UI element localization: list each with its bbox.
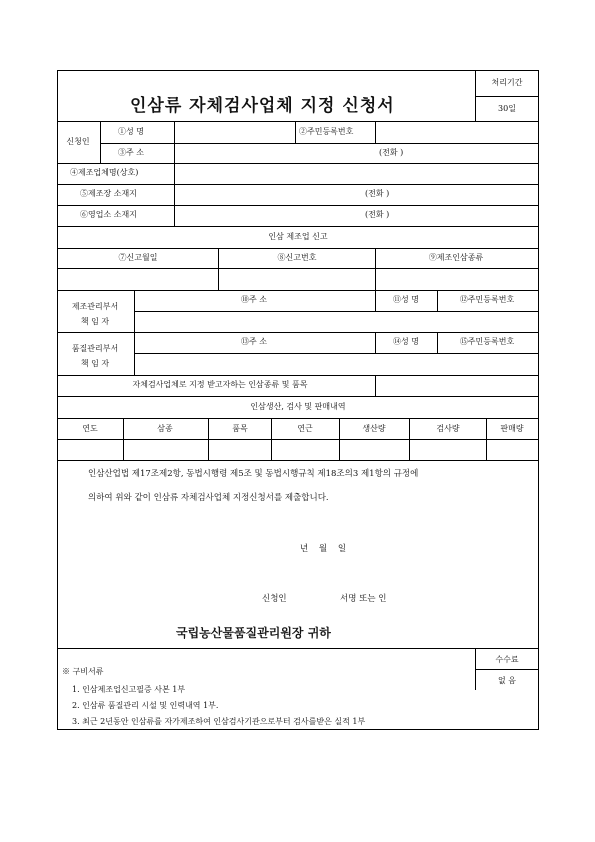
applicant-group-label: 신청인 <box>66 137 90 146</box>
mfg-manager-fields[interactable] <box>136 313 537 330</box>
self-inspection-label: 자체검사업체로 지정 받고자하는 인삼종류 및 품목 <box>132 380 308 389</box>
factory-location-label: ⑤제조장 소재지 <box>80 189 137 198</box>
report-number-label: ⑧신고번호 <box>277 253 317 262</box>
office-phone-label: (전화 ) <box>365 210 390 219</box>
report-date-label: ⑦신고월일 <box>118 253 158 262</box>
divider <box>57 332 539 333</box>
qc-address-label: ⑬주 소 <box>241 337 267 346</box>
mfg-name-label: ⑪성 명 <box>393 295 419 304</box>
recipient: 국립농산물품질관리원장 귀하 <box>176 626 331 640</box>
divider <box>57 460 539 461</box>
divider <box>134 353 539 354</box>
report-header: 인삼 제조업 신고 <box>268 232 328 241</box>
divider <box>375 375 376 396</box>
divider <box>134 311 539 312</box>
production-header: 인삼생산, 검사 및 판매내역 <box>250 402 346 411</box>
declaration-line-1: 인삼산업법 제17조제2항, 동법시행령 제5조 및 동법시행규칙 제18조의3 제1항의 규정에 <box>88 469 419 479</box>
qc-manager-label-2: 책 임 자 <box>80 359 110 368</box>
qc-manager-fields[interactable] <box>136 355 537 373</box>
applicant-address-label: ③주 소 <box>118 148 144 157</box>
divider <box>57 205 539 206</box>
company-name-label: ④제조업체명(상호) <box>70 168 139 177</box>
divider <box>134 290 135 375</box>
report-type-field[interactable] <box>377 270 537 288</box>
divider <box>57 226 539 227</box>
divider <box>375 332 376 353</box>
document-item: 1. 인삼제조업신고필증 사본 1부 <box>72 685 186 694</box>
applicant-address-field[interactable] <box>176 145 537 161</box>
processing-period-value: 30일 <box>498 104 516 113</box>
applicant-rrn-field[interactable] <box>377 123 537 141</box>
divider <box>57 648 539 649</box>
document-item: 3. 최근 2년동안 인삼류를 자가제조하여 인삼검사기관으로부터 검사를받은 실적 1부 <box>72 717 366 726</box>
documents-header: ※ 구비서류 <box>62 667 104 676</box>
column-item: 품목 <box>232 424 248 433</box>
qc-manager-label: 품질관리부서 <box>71 344 119 353</box>
self-inspection-field[interactable] <box>377 377 537 394</box>
divider <box>57 268 539 269</box>
divider <box>218 248 219 290</box>
processing-period-label: 처리기간 <box>491 78 523 87</box>
factory-phone-label: (전화 ) <box>365 189 390 198</box>
column-production: 생산량 <box>362 424 386 433</box>
divider <box>475 669 539 670</box>
divider <box>375 121 376 143</box>
report-date-field[interactable] <box>59 270 216 288</box>
divider <box>57 439 539 440</box>
divider <box>57 396 539 397</box>
divider <box>437 290 438 311</box>
column-year: 연도 <box>82 424 98 433</box>
fee-value: 없 음 <box>498 676 516 685</box>
divider <box>475 648 476 690</box>
divider <box>57 248 539 249</box>
divider <box>295 121 296 143</box>
divider <box>57 184 539 185</box>
factory-location-field[interactable] <box>176 186 537 203</box>
company-name-field[interactable] <box>176 165 537 182</box>
applicant-name-field[interactable] <box>176 123 293 141</box>
divider <box>100 143 539 144</box>
divider <box>57 290 539 291</box>
divider <box>475 96 539 97</box>
signature-label: 서명 또는 인 <box>340 594 387 604</box>
qc-rrn-label: ⑮주민등록번호 <box>459 337 515 346</box>
divider <box>100 121 101 163</box>
mfg-manager-label: 제조관리부서 <box>71 302 119 311</box>
divider <box>57 418 539 419</box>
fee-label: 수수료 <box>495 655 519 664</box>
report-type-label: ⑨제조인삼종류 <box>428 253 484 262</box>
office-location-field[interactable] <box>176 207 537 224</box>
form-title: 인삼류 자체검사업체 지정 신청서 <box>130 96 395 116</box>
column-ginseng-type: 삼종 <box>157 424 173 433</box>
divider <box>57 375 539 376</box>
divider <box>174 121 175 226</box>
divider <box>57 121 539 122</box>
report-number-field[interactable] <box>220 270 373 288</box>
applicant-rrn-label: ②주민등록번호 <box>299 127 354 136</box>
divider <box>57 163 539 164</box>
divider <box>375 290 376 311</box>
declaration-line-2: 의하여 위와 같이 인삼류 자체검사업체 지정신청서를 제출합니다. <box>88 493 329 503</box>
qc-name-label: ⑭성 명 <box>393 337 419 346</box>
column-root-age: 연근 <box>297 424 313 433</box>
divider <box>437 332 438 353</box>
applicant-phone-label: (전화 ) <box>379 148 404 157</box>
office-location-label: ⑥영업소 소재지 <box>80 210 137 219</box>
mfg-manager-label-2: 책 임 자 <box>80 317 110 326</box>
column-sold: 판매량 <box>500 424 524 433</box>
applicant-name-label: ①성 명 <box>118 127 144 136</box>
mfg-rrn-label: ⑫주민등록번호 <box>459 295 515 304</box>
applicant-sign-label: 신청인 <box>262 594 287 604</box>
mfg-address-label: ⑩주 소 <box>241 295 267 304</box>
document-item: 2. 인삼류 품질관리 시설 및 인력내역 1부. <box>72 701 219 710</box>
declaration-date: 년 월 일 <box>300 544 347 554</box>
column-inspected: 검사량 <box>436 424 460 433</box>
production-row[interactable] <box>59 441 537 458</box>
divider <box>375 248 376 290</box>
